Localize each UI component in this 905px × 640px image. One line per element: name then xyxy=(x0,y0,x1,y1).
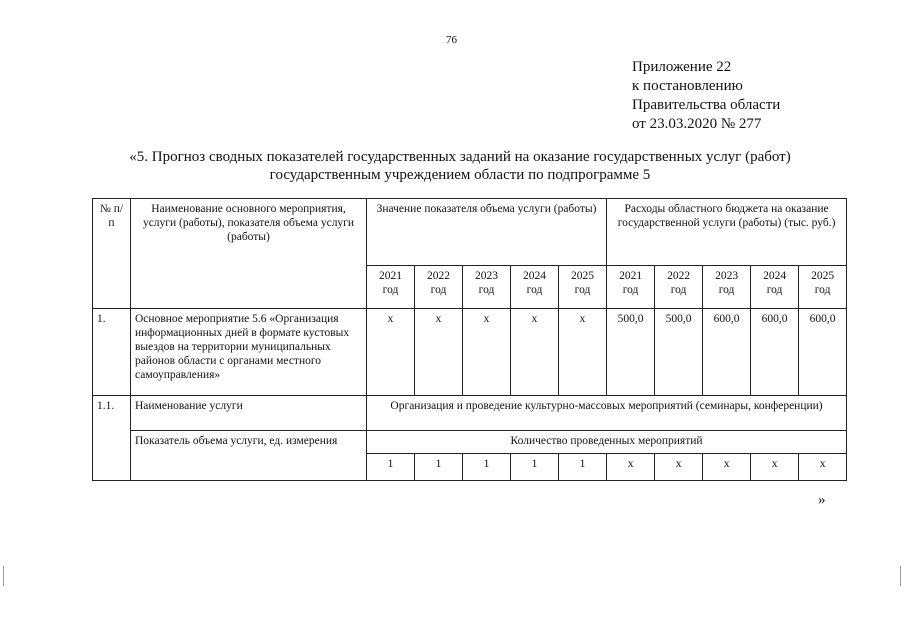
appendix-line: Правительства области xyxy=(632,97,781,113)
value-cell: 1 xyxy=(511,454,559,481)
table-row xyxy=(93,431,847,454)
title-line: государственным учреждением области по подпрограмме 5 xyxy=(269,167,651,183)
scan-margin-mark xyxy=(900,566,901,586)
value-cell: 600,0 xyxy=(751,309,799,396)
year-cell: 2025 год xyxy=(559,266,607,309)
header-volume: Значение показателя объема услуги (работы) xyxy=(367,199,607,266)
table-row xyxy=(93,396,847,431)
value-cell: 1 xyxy=(559,454,607,481)
document-title xyxy=(95,148,825,184)
header-num: № п/п xyxy=(93,199,131,309)
header-row xyxy=(93,199,847,266)
appendix-line: Приложение 22 xyxy=(632,59,732,75)
indicator-name: Количество проведенных мероприятий xyxy=(367,431,847,454)
value-cell: 1 xyxy=(463,454,511,481)
year-cell: 2024 год xyxy=(751,266,799,309)
year-cell: 2023 год xyxy=(463,266,511,309)
year-cell: 2024 год xyxy=(511,266,559,309)
forecast-table xyxy=(92,198,847,481)
value-cell: х xyxy=(463,309,511,396)
appendix-line: к постановлению xyxy=(632,78,743,94)
closing-quote: » xyxy=(818,492,826,508)
table-row xyxy=(93,309,847,396)
value-cell: х xyxy=(415,309,463,396)
row-name: Наименование услуги xyxy=(131,396,367,431)
scan-margin-mark xyxy=(3,566,4,586)
value-cell: 1 xyxy=(415,454,463,481)
service-name: Организация и проведение культурно-массовых мероприятий (семинары, конференции) xyxy=(367,396,847,431)
page-number: 76 xyxy=(446,34,457,46)
value-cell: х xyxy=(703,454,751,481)
year-cell: 2023 год xyxy=(703,266,751,309)
value-cell: 500,0 xyxy=(655,309,703,396)
header-expenses: Расходы областного бюджета на оказание государственной услуги (работы) (тыс. руб.) xyxy=(607,199,847,266)
appendix-note xyxy=(632,58,780,134)
row-name: Показатель объема услуги, ед. измерения xyxy=(131,431,367,481)
year-cell: 2022 год xyxy=(415,266,463,309)
header-name: Наименование основного мероприятия, услуги (работы), показателя объема услуги (работы) xyxy=(131,199,367,309)
value-cell: 600,0 xyxy=(799,309,847,396)
title-line: «5. Прогноз сводных показателей государственных заданий на оказание государственных услуг (работ) xyxy=(129,149,791,165)
value-cell: х xyxy=(367,309,415,396)
value-cell: х xyxy=(559,309,607,396)
value-cell: х xyxy=(799,454,847,481)
value-cell: 600,0 xyxy=(703,309,751,396)
value-cell: 500,0 xyxy=(607,309,655,396)
appendix-line: от 23.03.2020 № 277 xyxy=(632,116,762,132)
row-num: 1. xyxy=(93,309,131,396)
value-cell: х xyxy=(511,309,559,396)
year-cell: 2022 год xyxy=(655,266,703,309)
row-num: 1.1. xyxy=(93,396,131,481)
row-name: Основное мероприятие 5.6 «Организация информационных дней в формате кустовых выездов на территории муниципальных районов области с органами местного самоуправления» xyxy=(131,309,367,396)
year-cell: 2021 год xyxy=(367,266,415,309)
value-cell: 1 xyxy=(367,454,415,481)
value-cell: х xyxy=(751,454,799,481)
year-cell: 2025 год xyxy=(799,266,847,309)
value-cell: х xyxy=(607,454,655,481)
value-cell: х xyxy=(655,454,703,481)
year-cell: 2021 год xyxy=(607,266,655,309)
